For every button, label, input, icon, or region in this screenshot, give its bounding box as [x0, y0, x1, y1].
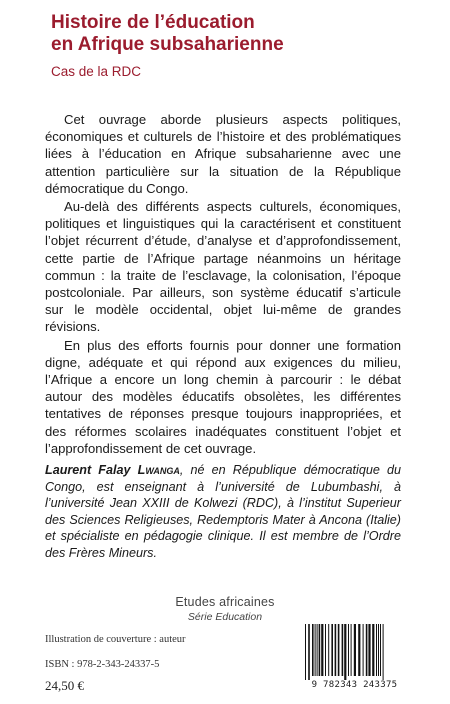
barcode-bar: [328, 624, 329, 676]
barcode-bar: [331, 624, 333, 676]
barcode-bar: [348, 624, 349, 676]
barcode-bar: [344, 624, 346, 680]
barcode-bar: [312, 624, 314, 676]
back-cover-blurb: [45, 111, 401, 458]
barcode-bar: [315, 624, 316, 676]
subseries-name: Série Education: [187, 611, 263, 623]
barcode-bar: [354, 624, 356, 676]
barcode-bars: [297, 622, 412, 680]
cover-credits: Illustration de couverture : auteur: [45, 634, 186, 645]
book-subtitle: Cas de la RDC: [51, 64, 142, 79]
barcode-bar: [378, 624, 379, 676]
book-title-line-2: en Afrique subsaharienne: [51, 34, 284, 55]
series-name: Etudes africaines: [175, 595, 275, 609]
barcode-bar: [338, 624, 340, 676]
blurb-paragraph-1: Cet ouvrage aborde plusieurs aspects politiques, économiques et culturels de l’histoire et des problématiques liées à l’éducation en Afrique subsaharienne avec une attention particulière sur la situation de la République démocratique du Congo.: [45, 112, 401, 196]
book-title-line-1: Histoire de l’éducation: [51, 12, 255, 33]
barcode-bar: [319, 624, 321, 676]
barcode-bar: [380, 624, 381, 676]
barcode-digits: 9 782343 243375: [311, 680, 398, 690]
book-title: [51, 12, 284, 56]
barcode: [297, 622, 412, 694]
author-surname: Lwanga: [137, 463, 180, 477]
barcode-bar: [321, 624, 323, 676]
barcode-bar: [363, 624, 364, 676]
barcode-bar: [376, 624, 377, 676]
author-first-names: Laurent Falay: [45, 463, 131, 477]
isbn: ISBN : 978-2-343-24337-5: [45, 659, 160, 670]
barcode-bar: [325, 624, 326, 676]
barcode-bar: [342, 624, 344, 676]
barcode-bar: [335, 624, 337, 676]
barcode-bar: [351, 624, 352, 676]
barcode-bar: [383, 624, 384, 680]
barcode-bar: [358, 624, 360, 676]
author-bio-text: , né en République démocratique du Congo, est enseignant à l’université de Lubumbashi, à l’université Jean XXIII de Kolwezi (RDC), à l’institut Superieur des Sciences Religieuses, Redemptoris Mater à Ancona (Italie) et spécialiste en pédagogie clinique. Il est membre de l’Ordre des Frères Mineurs.: [45, 463, 402, 560]
barcode-bar: [368, 624, 370, 676]
barcode-bar: [308, 624, 310, 680]
barcode-bar: [317, 624, 318, 676]
barcode-bar: [372, 624, 374, 676]
blurb-paragraph-3: En plus des efforts fournis pour donner une formation digne, adéquate et qui répond aux exigences du milieu, l’Afrique a encore un long chemin à parcourir : le débat autour des modèles éducatifs obsolètes, les différentes tentatives de réponses presque toujours inappropriées, et des réformes scolaires inadéquates constituent l’objet et l’approfondissement de cet ouvrage.: [45, 337, 401, 456]
price: 24,50 €: [45, 678, 84, 693]
blurb-paragraph-2: Au-delà des différents aspects culturels, économiques, politiques et linguistiques qui la caractérisent et constituent l’objet récurrent d’étude, d’analyse et d’approfondissement, cette partie de l’Afrique partage néanmoins un héritage commun : la traite de l’esclavage, la colonisation, l’époque postcoloniale. Par ailleurs, son système éducatif s’articule sur le modèle occidental, objet lui-même de grandes révisions.: [45, 199, 401, 335]
author-bio: [45, 462, 401, 562]
barcode-bar: [366, 624, 368, 676]
barcode-bar: [305, 624, 306, 680]
